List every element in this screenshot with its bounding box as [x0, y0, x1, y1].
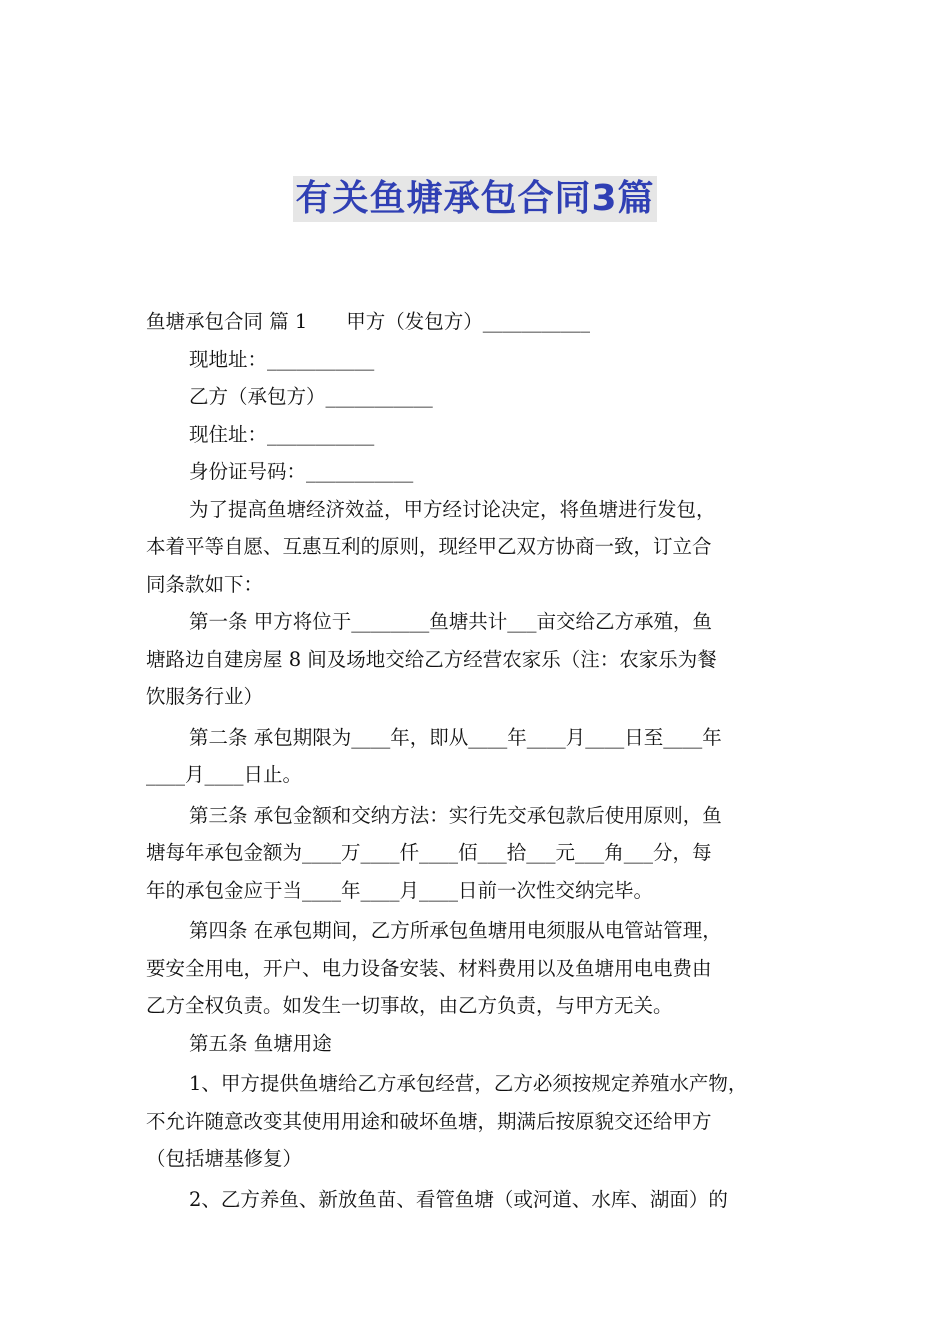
body-line: 同条款如下：: [146, 572, 264, 596]
body-line: 第一条 甲方将位于________鱼塘共计___亩交给乙方承殖，鱼: [189, 610, 712, 633]
document-title: 有关鱼塘承包合同3篇: [293, 176, 656, 222]
body-line: 乙方（承包方）___________: [189, 385, 433, 408]
body-line: 要安全用电，开户、电力设备安装、材料费用以及鱼塘用电电费由: [146, 956, 712, 980]
body-line: ____月____日止。: [146, 763, 303, 786]
body-line: 塘路边自建房屋 8 间及场地交给乙方经营农家乐（注：农家乐为餐: [146, 647, 717, 671]
body-line: 现住址：___________: [189, 422, 375, 446]
body-line: 不允许随意改变其使用用途和破坏鱼塘，期满后按原貌交还给甲方: [146, 1109, 712, 1133]
body-line: 乙方全权负责。如发生一切事故，由乙方负责，与甲方无关。: [146, 994, 673, 1017]
body-line: 2、乙方养鱼、新放鱼苗、看管鱼塘（或河道、水库、湖面）的: [189, 1187, 728, 1211]
body-line: 第五条 鱼塘用途: [189, 1031, 332, 1055]
body-line: 塘每年承包金额为____万____仟____佰___拾___元___角___分，每: [146, 841, 712, 864]
body-line: 为了提高鱼塘经济效益，甲方经讨论决定，将鱼塘进行发包，: [189, 497, 716, 521]
body-line: 第四条 在承包期间，乙方所承包鱼塘用电须服从电管站管理，: [189, 919, 722, 942]
document-body: [146, 303, 806, 1218]
title-block: [0, 176, 950, 222]
body-line: 现地址：___________: [189, 347, 375, 371]
body-line: 第三条 承包金额和交纳方法：实行先交承包款后使用原则，鱼: [189, 803, 722, 827]
body-line: 第二条 承包期限为____年，即从____年____月____日至____年: [189, 725, 722, 749]
body-line: 鱼塘承包合同 篇 1 甲方（发包方）___________: [146, 310, 591, 333]
body-line: 身份证号码：___________: [189, 460, 414, 483]
body-line: （包括塘基修复）: [146, 1147, 303, 1170]
body-line: 饮服务行业）: [146, 685, 264, 708]
body-line: 1、甲方提供鱼塘给乙方承包经营，乙方必须按规定养殖水产物，: [189, 1072, 748, 1095]
body-line: 本着平等自愿、互惠互利的原则，现经甲乙双方协商一致，订立合: [146, 535, 712, 558]
body-line: 年的承包金应于当____年____月____日前一次性交纳完毕。: [146, 878, 654, 902]
